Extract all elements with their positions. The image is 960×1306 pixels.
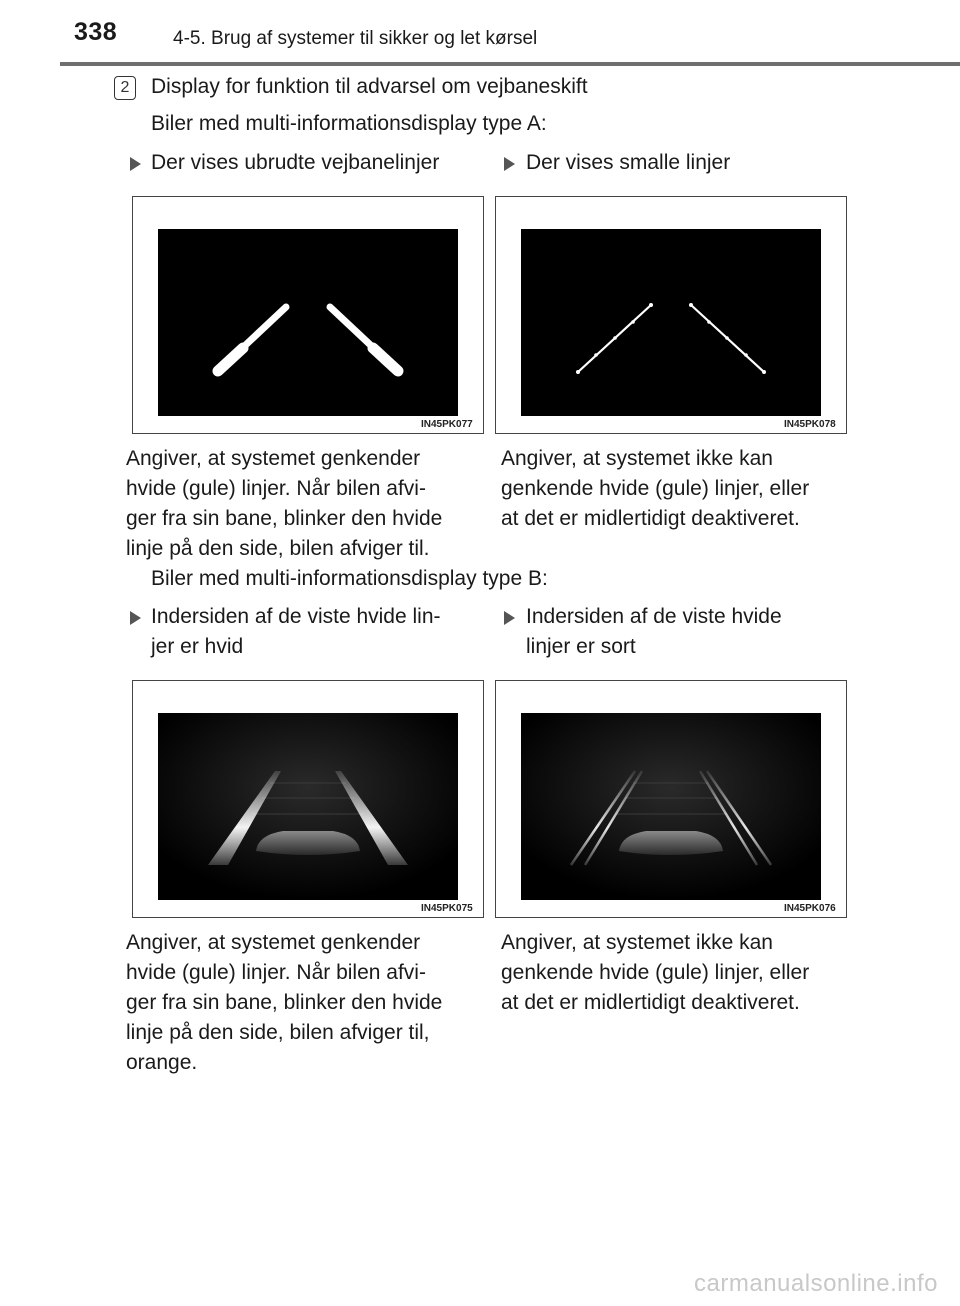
header-rule [60,62,960,66]
figure-code: IN45PK076 [784,903,836,914]
section-number-badge: 2 [114,76,136,100]
type-a-right-bullet: Der vises smalle linjer [526,151,731,174]
figure-black-inner-lines [495,680,847,918]
type-a-left-bullet: Der vises ubrudte vejbanelinjer [151,151,440,174]
type-a-right-description: Angiver, at systemet ikke kan genkende hvide (gule) linjer, eller at det er midlertidigt deaktiveret. [501,447,810,530]
white-inner-lines-graphic [158,713,458,900]
type-b-right-description: Angiver, at systemet ikke kan genkende hvide (gule) linjer, eller at det er midlertidigt deaktiveret. [501,931,810,1014]
solid-lane-lines-graphic [158,229,458,416]
narrow-lane-lines-graphic [521,229,821,416]
bullet-triangle-icon [504,157,515,171]
display-screen [521,229,821,416]
display-screen [158,713,458,900]
figure-code: IN45PK077 [421,419,473,430]
figure-code: IN45PK078 [784,419,836,430]
figure-code: IN45PK075 [421,903,473,914]
type-b-left-description: Angiver, at systemet genkender hvide (gule) linjer. Når bilen afvi- ger fra sin bane, blinker den hvide linje på den side, bilen afviger til, orange. [126,931,443,1074]
type-b-left-bullet: Indersiden af de viste hvide lin- jer er hvid [151,605,441,658]
display-screen [521,713,821,900]
figure-white-inner-lines [132,680,484,918]
type-b-right-bullet: Indersiden af de viste hvide linjer er sort [526,605,782,658]
bullet-triangle-icon [130,157,141,171]
section-title: Display for funktion til advarsel om vejbaneskift [151,75,588,98]
black-inner-lines-graphic [521,713,821,900]
type-a-left-description: Angiver, at systemet genkender hvide (gule) linjer. Når bilen afvi- ger fra sin bane, blinker den hvide linje på den side, bilen afviger til. [126,447,443,560]
bullet-triangle-icon [130,611,141,625]
watermark: carmanualsonline.info [694,1270,938,1297]
type-a-intro: Biler med multi-informationsdisplay type A: [151,112,547,135]
chapter-title: 4-5. Brug af systemer til sikker og let kørsel [173,28,538,49]
figure-narrow-lane-lines [495,196,847,434]
page-number: 338 [74,18,118,46]
display-screen [158,229,458,416]
type-b-intro: Biler med multi-informationsdisplay type B: [151,567,548,590]
figure-solid-lane-lines [132,196,484,434]
bullet-triangle-icon [504,611,515,625]
